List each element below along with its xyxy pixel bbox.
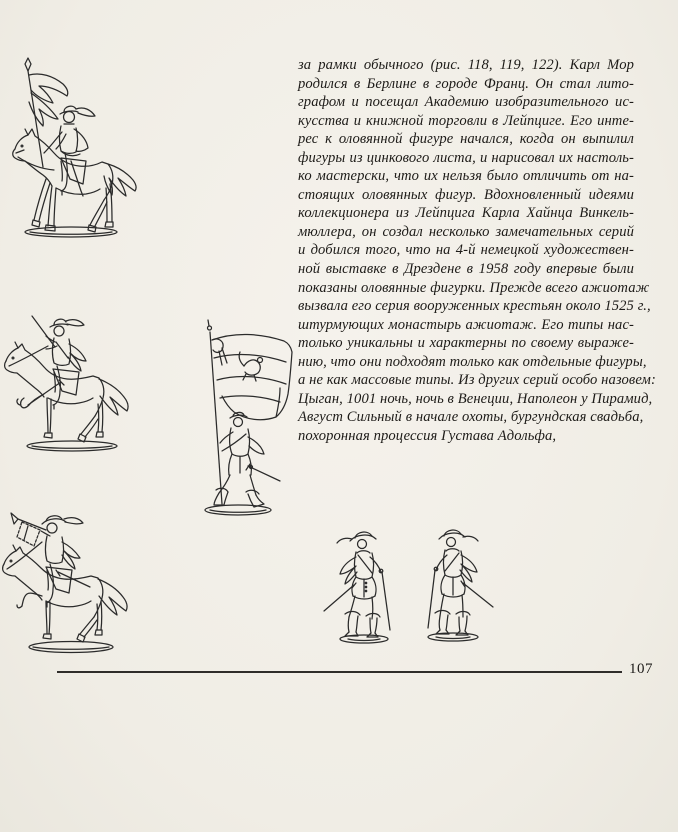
illustration-mounted-trumpeter-icon [0, 506, 148, 663]
text-line: кусства и книжной торговли в Лейпциге. Его инте- [298, 112, 634, 129]
text-line: вызвала его серия вооруженных крестьян около 1525 г., [298, 298, 651, 315]
text-line: похоронная процессия Густава Адольфа, [298, 427, 557, 444]
text-line: мюллера, он создал несколько замечательных серий [298, 223, 634, 240]
text-line: стоящих оловянных фигур. Вдохновленный идеями [298, 186, 634, 203]
text-line: Август Сильный в начале охоты, бургундская свадьба, [298, 409, 644, 426]
body-text [298, 56, 656, 445]
text-line: графом и посещал Академию изобразительного ис- [298, 94, 634, 111]
text-line: только уникальны и характерны по своему выраже- [298, 335, 634, 352]
page-number: 107 [629, 661, 653, 677]
illustration-two-musketeers-icon [312, 526, 517, 663]
text-line: штурмующих монастырь ажиотаж. Его типы нас- [298, 316, 634, 333]
text-line: фигуры из цинкового листа, и нарисовал их настоль- [298, 149, 634, 166]
text-line: ной выставке в Дрездене в 1958 году впервые были [298, 261, 634, 278]
illustration-mounted-musketeer-icon [2, 306, 142, 461]
text-line: нию, что они подходят только как отдельные фигуры, [298, 353, 647, 370]
text-line: а не как массовые типы. Из других серий особо назовем: [298, 372, 656, 389]
text-line: и добился того, что на 4-й немецкой художествен- [298, 242, 634, 259]
text-line: показаны оловянные фигурки. Прежде всего ажиотаж [298, 279, 650, 296]
text-line: ко мастерски, что их нельзя было отличить от на- [298, 168, 634, 185]
text-line: Цыган, 1001 ночь, ночь в Венеции, Наполеон у Пирамид, [298, 390, 653, 407]
text-line: коллекционера из Лейпцига Карла Хайнца Винкель- [298, 205, 634, 222]
text-line: родился в Берлине в городе Франц. Он стал лито- [298, 75, 634, 92]
illustration-mounted-standard-bearer-icon [8, 57, 143, 247]
text-line: за рамки обычного (рис. 118, 119, 122). Карл Мор [298, 57, 634, 73]
text-line: рес к оловянной фигуре начался, когда он выпилил [298, 131, 634, 148]
footer-rule [57, 671, 622, 673]
illustration-foot-standard-bearer-icon [172, 318, 298, 533]
